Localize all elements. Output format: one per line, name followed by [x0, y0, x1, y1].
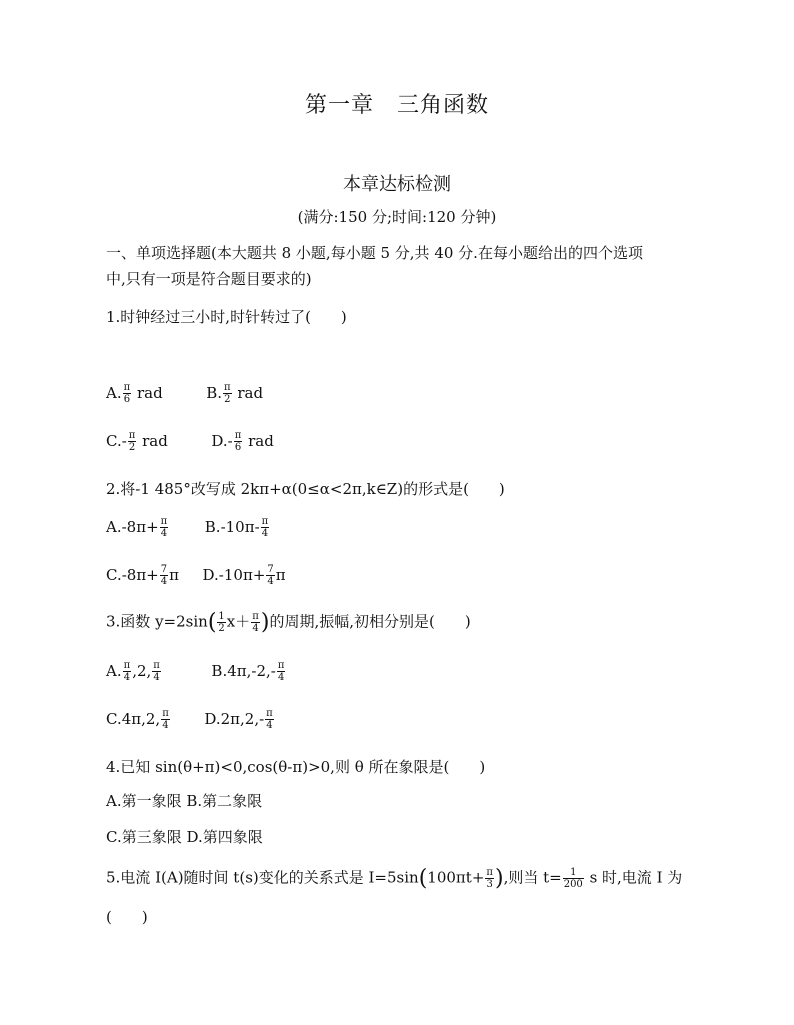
right-paren: )	[494, 866, 504, 891]
question-1-stem: 1.时钟经过三小时,时针转过了( )	[106, 308, 347, 326]
question-5-answer-paren: ( )	[106, 908, 148, 926]
right-paren: )	[260, 610, 270, 635]
q2-option-a[interactable]: A.-8π+ $\frac{\pi}{4}$	[106, 516, 168, 539]
fraction: $\frac{\pi}{4}$	[252, 611, 259, 634]
fraction: $\frac{1}{200}$	[563, 867, 583, 890]
left-paren: (	[207, 610, 217, 635]
fraction: $\frac{7}{4}$	[160, 564, 168, 587]
q2-option-d[interactable]: D.-10π+ $\frac{7}{4}$ π	[202, 564, 286, 587]
question-3-stem: 3.函数 y=2sin( $\frac{1}{2}$ x＋ $\frac{\pi}{4}$ )的周期,振幅,初相分别是( )	[106, 610, 471, 635]
fraction: $\frac{\pi}{2}$	[224, 382, 231, 405]
section-subtitle: 本章达标检测	[343, 174, 451, 195]
fraction: $\frac{\pi}{3}$	[486, 867, 493, 890]
fraction: $\frac{\pi}{6}$	[234, 430, 242, 453]
fraction: $\frac{\pi}{6}$	[123, 382, 131, 405]
fraction: $\frac{\pi}{4}$	[153, 660, 160, 683]
question-5-stem: 5.电流 I(A)随时间 t(s)变化的关系式是 I=5sin(100πt+ $\frac{\pi}{3}$ ),则当 t= $\frac{1}{200}$ s 时,电流 I 为	[106, 866, 683, 891]
q3-option-c[interactable]: C.4π,2, $\frac{\pi}{4}$	[106, 708, 169, 731]
left-paren: (	[418, 866, 428, 891]
score-time-note: (满分:150 分;时间:120 分钟)	[297, 208, 497, 226]
fraction: $\frac{7}{4}$	[267, 564, 274, 587]
question-4-stem: 4.已知 sin(θ+π)<0,cos(θ-π)>0,则 θ 所在象限是( )	[106, 758, 486, 776]
section-instruction-line2: 中,只有一项是符合题目要求的)	[106, 270, 312, 288]
q1-option-d[interactable]: D.- $\frac{\pi}{6}$ rad	[211, 430, 274, 453]
question-2-stem: 2.将-1 485°改写成 2kπ+α(0≤α<2π,k∈Z)的形式是( )	[106, 480, 505, 498]
q1-option-b[interactable]: B. $\frac{\pi}{2}$ rad	[206, 382, 264, 405]
section-instruction-line1: 一、单项选择题(本大题共 8 小题,每小题 5 分,共 40 分.在每小题给出的四个选项	[106, 244, 643, 262]
question-3-options-cd	[106, 708, 275, 731]
fraction: $\frac{\pi}{4}$	[123, 660, 131, 683]
q3-option-b[interactable]: B.4π,-2,- $\frac{\pi}{4}$	[211, 660, 285, 683]
q3-option-a[interactable]: A. $\frac{\pi}{4}$ ,2, $\frac{\pi}{4}$	[106, 660, 160, 683]
question-4-options-ab[interactable]: A.第一象限 B.第二象限	[106, 792, 263, 810]
question-4-options-cd[interactable]: C.第三象限 D.第四象限	[106, 828, 263, 846]
question-1-options-cd	[106, 430, 274, 453]
chapter-title: 第一章 三角函数	[304, 93, 489, 118]
fraction: $\frac{\pi}{4}$	[162, 708, 169, 731]
fraction: $\frac{\pi}{4}$	[266, 708, 273, 731]
fraction: $\frac{\pi}{4}$	[160, 516, 168, 539]
q1-option-c[interactable]: C.- $\frac{\pi}{2}$ rad	[106, 430, 168, 453]
q1-option-a[interactable]: A. $\frac{\pi}{6}$ rad	[106, 382, 163, 405]
fraction: $\frac{\pi}{4}$	[277, 660, 285, 683]
fraction: $\frac{\pi}{2}$	[128, 430, 136, 453]
q2-option-c[interactable]: C.-8π+ $\frac{7}{4}$ π	[106, 564, 179, 587]
question-1-options-ab	[106, 382, 263, 405]
fraction: $\frac{1}{2}$	[218, 611, 225, 634]
q2-option-b[interactable]: B.-10π- $\frac{\pi}{4}$	[204, 516, 269, 539]
question-3-options-ab	[106, 660, 286, 683]
question-2-options-cd	[106, 564, 286, 587]
fraction: $\frac{\pi}{4}$	[261, 516, 269, 539]
question-2-options-ab	[106, 516, 270, 539]
q3-option-d[interactable]: D.2π,2,- $\frac{\pi}{4}$	[204, 708, 273, 731]
